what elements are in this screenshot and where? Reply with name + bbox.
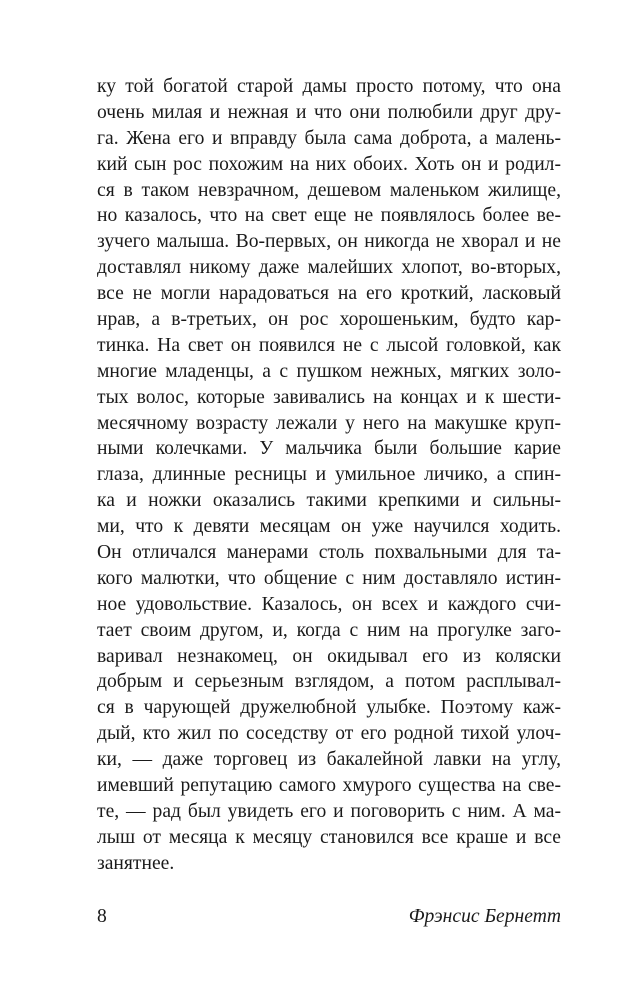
text-line: глаза, длинные ресницы и умильное личико, а спин- xyxy=(97,464,561,486)
text-line: все не могли нарадоваться на его кроткий, ласковый xyxy=(97,283,561,305)
body-text xyxy=(97,74,561,877)
text-line: ными колечками. У мальчика были большие карие xyxy=(97,438,561,460)
text-line: но казалось, что на свет еще не появлялось более ве- xyxy=(97,205,561,227)
text-line: ки, — даже торговец из бакалейной лавки на углу, xyxy=(97,749,561,771)
text-line: кий сын рос похожим на них обоих. Хоть он и родил- xyxy=(97,153,561,175)
text-line: тинка. На свет он появился не с лысой головкой, как xyxy=(97,334,561,356)
page-footer xyxy=(97,906,561,934)
text-line: нрав, а в-третьих, он рос хорошеньким, будто кар- xyxy=(97,309,561,331)
text-line: месячному возрасту лежали у него на макушке круп- xyxy=(97,412,561,434)
text-line: ное удовольствие. Казалось, он всех и каждого счи- xyxy=(97,593,561,615)
text-line: га. Жена его и вправду была сама доброта, а малень- xyxy=(97,127,561,149)
text-line: Он отличался манерами столь похвальными для та- xyxy=(97,542,561,564)
text-line: те, — рад был увидеть его и поговорить с ним. А ма- xyxy=(97,800,561,822)
text-line: ка и ножки оказались такими крепкими и сильны- xyxy=(97,490,561,512)
text-line: зучего малыша. Во-первых, он никогда не хворал и не xyxy=(97,231,561,253)
running-author: Фрэнсис Бернетт xyxy=(408,906,561,927)
text-line: тых волос, которые завивались на концах и к шести- xyxy=(97,386,561,408)
text-line: имевший репутацию самого хмурого существа на све- xyxy=(97,775,561,797)
text-line: кого малютки, что общение с ним доставляло истин- xyxy=(97,567,561,589)
text-line: варивал незнакомец, он окидывал его из коляски xyxy=(97,645,561,667)
text-line: ку той богатой старой дамы просто потому, что она xyxy=(97,76,561,97)
text-line: занятнее. xyxy=(97,852,175,874)
text-line: доставлял никому даже малейших хлопот, во-вторых, xyxy=(97,257,561,279)
text-line: тает своим другом, и, когда с ним на прогулке заго- xyxy=(97,619,561,641)
text-line: ся в таком невзрачном, дешевом маленьком жилище, xyxy=(97,179,561,201)
text-line: дый, кто жил по соседству от его родной тихой улоч- xyxy=(97,723,561,745)
text-line: добрым и серьезным взглядом, а потом расплывал- xyxy=(97,671,561,693)
page-number: 8 xyxy=(97,906,107,927)
text-line: очень милая и нежная и что они полюбили друг дру- xyxy=(97,101,561,123)
text-line: лыш от месяца к месяцу становился все краше и все xyxy=(97,826,561,848)
text-line: ми, что к девяти месяцам он уже научился ходить. xyxy=(97,516,561,538)
text-line: ся в чарующей дружелюбной улыбке. Поэтому каж- xyxy=(97,697,561,719)
text-line: многие младенцы, а с пушком нежных, мягких золо- xyxy=(97,360,561,382)
